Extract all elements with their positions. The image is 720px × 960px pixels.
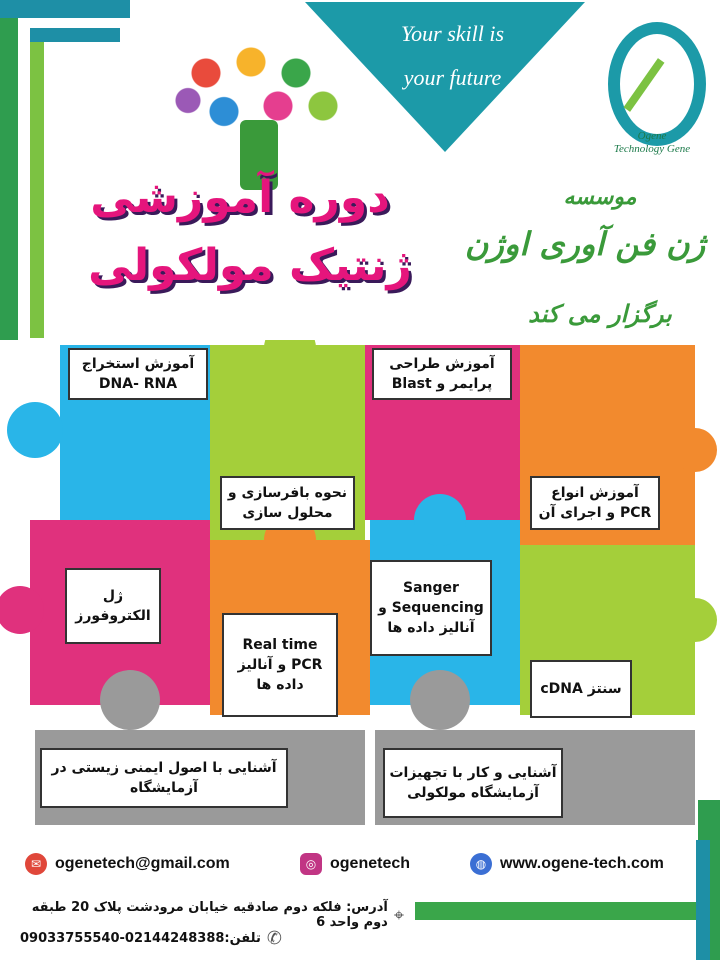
puzzle-knob bbox=[673, 598, 717, 642]
logo-line2: Technology Gene bbox=[613, 143, 691, 155]
course-title-line2: ژنتیک مولکولی bbox=[88, 240, 412, 291]
globe-icon: ◍ bbox=[470, 853, 492, 875]
institute-label: موسسه bbox=[563, 185, 637, 210]
corner-decoration bbox=[0, 0, 18, 340]
whatsapp-icon: ✆ bbox=[266, 928, 282, 949]
module-biosafety: آشنایی با اصول ایمنی زیستی در آزمایشگاه bbox=[40, 748, 288, 808]
module-buffer-preparation: نحوه بافرسازی و محلول سازی bbox=[220, 476, 355, 530]
location-pin-icon: ⌖ bbox=[393, 904, 404, 926]
module-primer-design: آموزش طراحی پرایمر و Blast bbox=[372, 348, 512, 400]
instagram-icon: ◎ bbox=[300, 853, 322, 875]
website-contact[interactable] bbox=[470, 853, 664, 875]
course-title-line1: دوره آموزشی bbox=[90, 172, 390, 223]
address-row bbox=[14, 900, 404, 930]
corner-decoration bbox=[0, 0, 130, 18]
website-text: www.ogene-tech.com bbox=[500, 855, 664, 872]
tagline-line1: Your skill is bbox=[400, 21, 505, 46]
puzzle-knob bbox=[414, 494, 466, 546]
institute-name: ژن فن آوری اوژن bbox=[464, 225, 706, 263]
email-icon: ✉ bbox=[25, 853, 47, 875]
module-gel-electrophoresis: ژل الکتروفورز bbox=[65, 568, 161, 644]
puzzle-knob bbox=[673, 428, 717, 472]
module-dna-rna-extraction: آموزش استخراج DNA- RNA bbox=[68, 348, 208, 400]
module-cdna-synthesis: سنتز cDNA bbox=[530, 660, 632, 718]
module-pcr: آموزش انواع PCR و اجرای آن bbox=[530, 476, 660, 530]
tagline bbox=[365, 12, 540, 100]
email-text: ogenetech@gmail.com bbox=[55, 855, 230, 872]
bottom-decoration-bar bbox=[415, 902, 720, 920]
puzzle-knob bbox=[100, 670, 160, 730]
instagram-contact[interactable] bbox=[300, 853, 410, 875]
module-lab-equipment: آشنایی و کار با تجهیزات آزمایشگاه مولکولی bbox=[383, 748, 563, 818]
corner-decoration bbox=[696, 840, 710, 960]
puzzle-knob bbox=[410, 670, 470, 730]
corner-decoration bbox=[30, 28, 120, 42]
logo-icon bbox=[608, 22, 706, 146]
institute-tail: برگزار می کند bbox=[528, 300, 672, 328]
instagram-text: ogenetech bbox=[330, 855, 411, 872]
address-text: آدرس: فلکه دوم صادقیه خیابان مرودشت پلاک 20 طبقه دوم واحد 6 bbox=[31, 900, 388, 930]
logo-text bbox=[592, 130, 712, 156]
tagline-line2: your future bbox=[403, 65, 502, 90]
puzzle-knob bbox=[7, 402, 63, 458]
phone-row[interactable] bbox=[20, 928, 282, 949]
logo-line1: Ogene bbox=[637, 130, 667, 142]
corner-decoration bbox=[30, 28, 44, 338]
email-contact[interactable] bbox=[25, 853, 230, 875]
module-real-time-pcr: Real time PCR و آنالیز داده ها bbox=[222, 613, 338, 717]
phone-text: تلفن:02144248388-09033755540 bbox=[20, 931, 261, 946]
module-sanger-sequencing: Sanger Sequencing و آنالیز داده ها bbox=[370, 560, 492, 656]
